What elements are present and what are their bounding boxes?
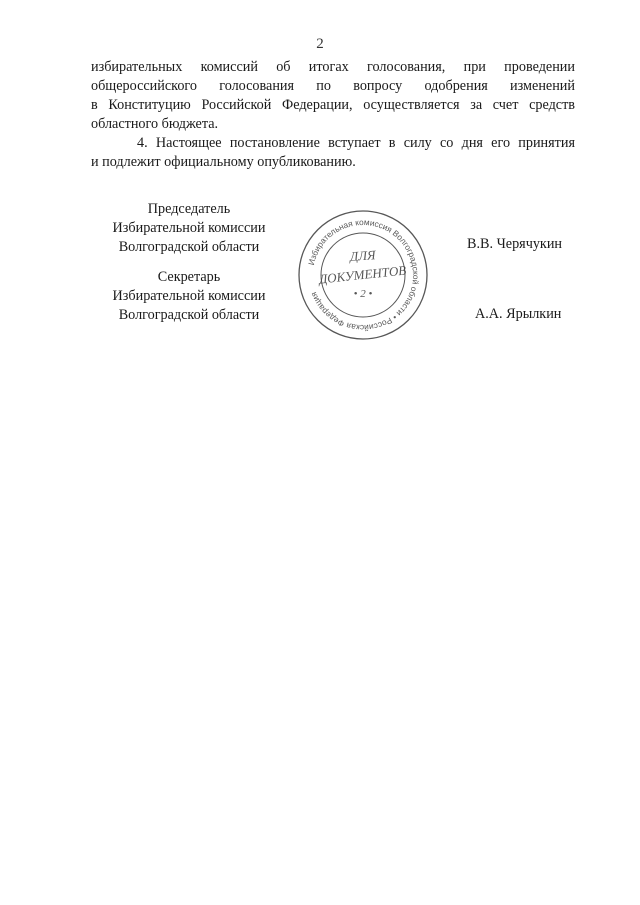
chair-title-line-2: Избирательной комиссии [112, 220, 266, 236]
document-body [91, 58, 575, 172]
secretary-name: А.А. Ярылкин [475, 306, 562, 322]
paragraph-3 [91, 58, 575, 134]
secretary-title-line-2: Избирательной комиссии [112, 288, 266, 304]
secretary-title-line-1: Секретарь [157, 269, 221, 285]
secretary-signature-title [96, 268, 282, 325]
page-number: 2 [316, 36, 324, 52]
chair-title-line-1: Председатель [147, 201, 231, 217]
chair-title-line-3: Волгоградской области [118, 239, 260, 255]
stamp-center-line-2: ДОКУМЕНТОВ [318, 262, 407, 287]
chair-name: В.В. Черячукин [467, 236, 563, 252]
chair-signature-title [96, 200, 282, 257]
stamp-ring-text: Избирательная комиссия Волгоградской области • Российская Федерация [306, 216, 422, 334]
paragraph-4-line-2: и подлежит официальному опубликованию. [91, 154, 356, 170]
paragraph-3-line-2: общероссийского голосования по вопросу одобрения изменений [91, 78, 575, 94]
paragraph-4-line-1: 4. Настоящее постановление вступает в силу со дня его принятия [137, 135, 575, 151]
stamp-center-mark: • 2 • [353, 288, 373, 300]
paragraph-3-line-1: избирательных комиссий об итогах голосования, при проведении [91, 59, 575, 75]
paragraph-4 [91, 134, 575, 172]
official-stamp [296, 208, 430, 342]
paragraph-3-line-3: в Конституцию Российской Федерации, осуществляется за счет средств [91, 97, 575, 113]
paragraph-3-line-4: областного бюджета. [91, 116, 219, 132]
secretary-title-line-3: Волгоградской области [118, 307, 260, 323]
stamp-center-line-1: ДЛЯ [349, 247, 376, 264]
